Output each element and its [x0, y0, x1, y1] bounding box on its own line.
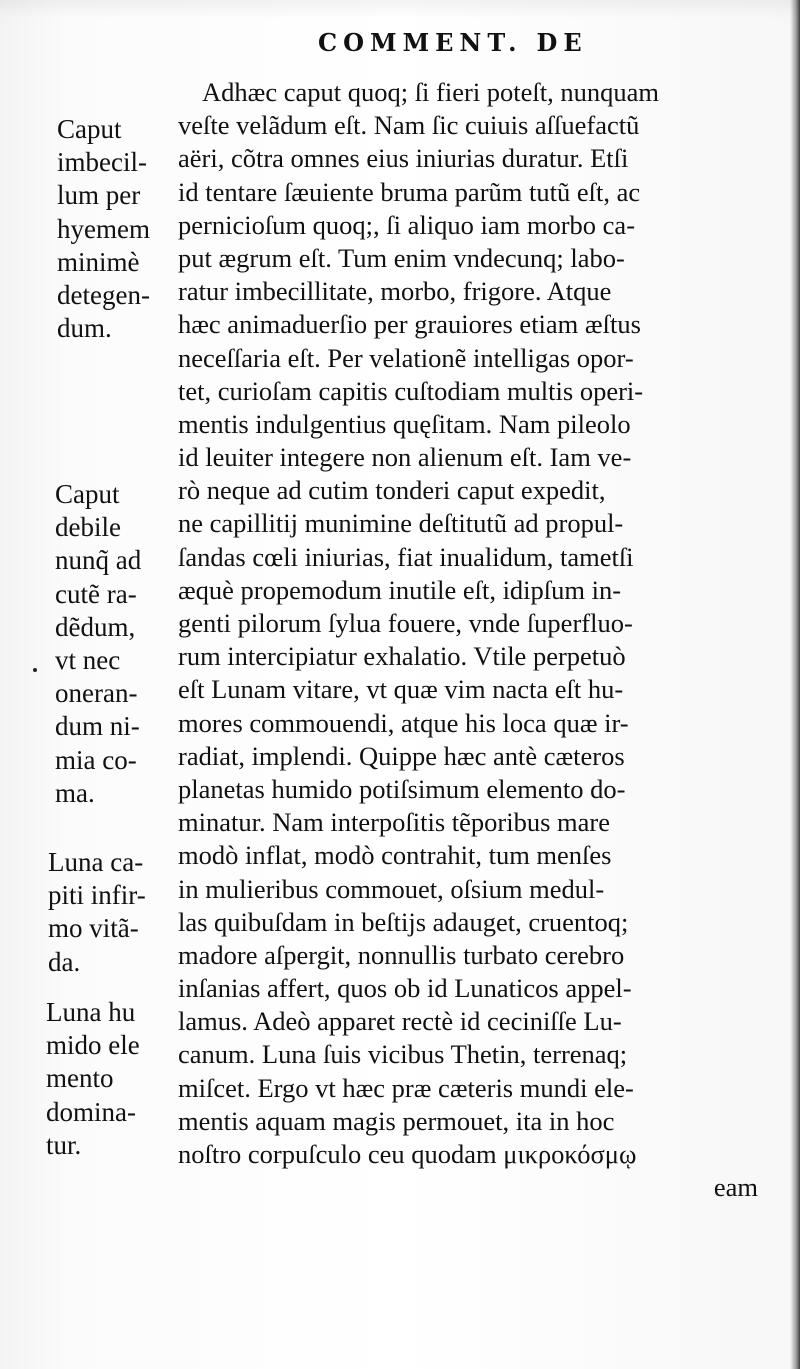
gloss-line: mia co- [55, 744, 137, 775]
gloss-line: vt nec [55, 644, 121, 675]
text-line: mores commouendi, atque his loca quæ ir- [178, 707, 629, 738]
text-line: ſandas cœli iniurias, fiat inualidum, tametſi [178, 541, 634, 572]
text-line: lamus. Adeò apparet rectè id ceciniſſe Lu- [178, 1006, 622, 1037]
gloss-line: ma. [55, 777, 95, 808]
text-line: ratur imbecillitate, morbo, frigore. Atque [178, 276, 612, 307]
running-head [318, 28, 588, 57]
gloss-line: mido ele [46, 1030, 140, 1061]
text-line: eſt Lunam vitare, vt quæ vim nacta eſt hu- [178, 674, 624, 705]
text-line: aëri, cõtra omnes eius iniurias duratur. Etſi [178, 143, 629, 174]
text-line: noſtro corpuſculo ceu quodam μικροκόσμῳ [178, 1139, 637, 1169]
gloss-line: Luna hu [46, 997, 136, 1027]
text-line: hæc animaduerſio per grauiores etiam æſtus [178, 309, 641, 340]
text-line: las quibuſdam in beſtijs adauget, cruentoq; [178, 906, 629, 937]
main-text-block [178, 76, 768, 1204]
gloss-line: dum ni- [55, 711, 140, 742]
gloss-line: Caput [57, 114, 122, 144]
gloss-line: Caput [55, 479, 120, 509]
gloss-line: oneran- [55, 678, 138, 709]
gloss-line: imbecil- [57, 147, 147, 178]
gloss-line: piti infir- [48, 880, 146, 911]
text-line: neceſſaria eſt. Per velationẽ intelligas opor- [178, 342, 634, 373]
text-line: in mulieribus commouet, oſsium medul- [178, 873, 605, 904]
marginal-gloss-2 [55, 478, 195, 810]
text-line: canum. Luna ſuis vicibus Thetin, terrenaq; [178, 1039, 628, 1070]
text-line: radiat, implendi. Quippe hæc antè cæteros [178, 740, 625, 771]
text-line: rum intercipiatur exhalatio. Vtile perpetuò [178, 641, 626, 672]
text-line: æquè propemodum inutile eſt, idipſum in- [178, 574, 622, 605]
gloss-line: cutẽ ra- [55, 578, 137, 609]
text-line: id leuiter integere non alienum eſt. Iam ve- [178, 442, 632, 473]
text-line: minatur. Nam interpoſitis tẽporibus mare [178, 807, 611, 838]
catchword: eam [713, 1172, 758, 1203]
text-line: madore aſpergit, nonnullis turbato cerebro [178, 939, 625, 970]
gloss-line: mo vitã- [48, 913, 139, 944]
text-line: miſcet. Ergo vt hæc præ cæteris mundi ele- [178, 1072, 634, 1103]
gloss-line: detegen- [57, 279, 150, 310]
marginal-gloss-3 [48, 846, 188, 979]
gloss-line: hyemem [57, 213, 150, 244]
ink-speck [33, 668, 37, 672]
text-line: mentis aquam magis permouet, ita in hoc [178, 1105, 615, 1136]
page-top-shadow [0, 0, 800, 18]
running-head-left: COMMENT. [318, 28, 523, 57]
gloss-line: da. [48, 946, 81, 977]
text-line: Adhæc caput quoq; ſi fieri poteſt, nunquam [202, 77, 660, 107]
page-gutter-shadow [790, 0, 800, 1369]
gloss-line: tur. [46, 1129, 82, 1160]
running-head-right: DE [536, 28, 588, 57]
gloss-line: lum per [57, 180, 141, 211]
text-line: mentis indulgentius quęſitam. Nam pileolo [178, 408, 631, 439]
gloss-line: domina- [46, 1096, 136, 1127]
text-line: tet, curioſam capitis cuſtodiam multis operi- [178, 375, 644, 406]
gloss-line: nunq̃ ad [55, 545, 142, 576]
gloss-line: mento [46, 1063, 114, 1094]
text-line: planetas humido potiſsimum elemento do- [178, 773, 626, 804]
gloss-line: Luna ca- [48, 847, 144, 877]
text-line: modò inflat, modò contrahit, tum menſes [178, 840, 612, 871]
gloss-line: dẽdum, [55, 611, 136, 642]
text-line: inſanias affert, quos ob id Lunaticos appel- [178, 973, 632, 1004]
text-line: put ægrum eſt. Tum enim vndecunq; labo- [178, 242, 625, 273]
marginal-gloss-4 [46, 996, 186, 1162]
text-line: pernicioſum quoq;, ſi aliquo iam morbo ca- [178, 209, 636, 240]
text-line: ne capillitij munimine deſtitutũ ad propul- [178, 508, 624, 539]
text-line: rò neque ad cutim tonderi caput expedit, [178, 475, 606, 506]
gloss-line: dum. [57, 313, 112, 344]
gloss-line: minimè [57, 246, 140, 277]
text-line: veſte velãdum eſt. Nam ſic cuiuis aſſuefactũ [178, 110, 640, 141]
text-line: genti pilorum ſylua fouere, vnde ſuperfluo- [178, 608, 633, 638]
gloss-line: debile [55, 512, 121, 543]
text-line: id tentare ſæuiente bruma parũm tutũ eſt, ac [178, 176, 641, 207]
marginal-gloss-1 [57, 113, 197, 345]
